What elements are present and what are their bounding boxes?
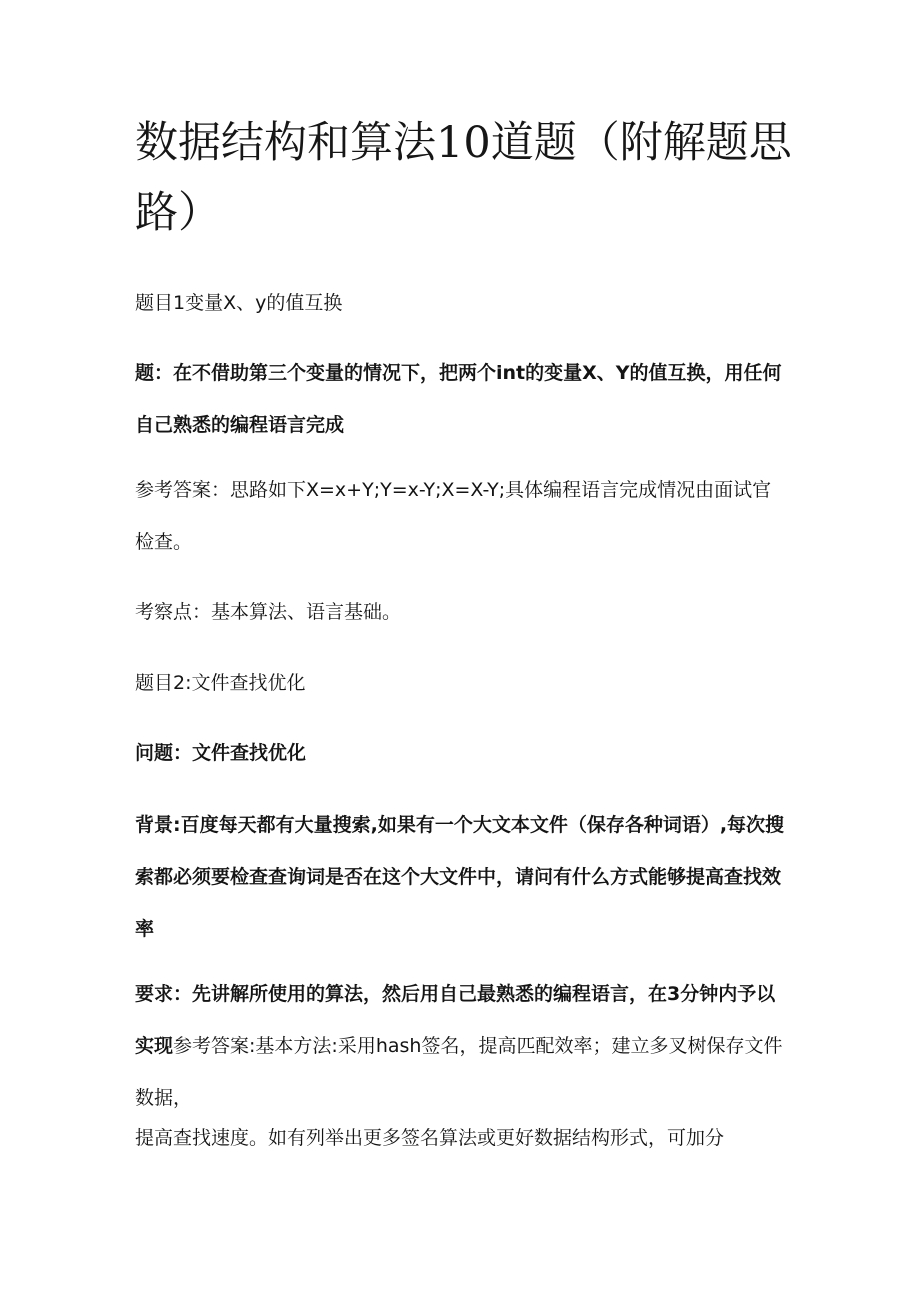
q1-heading: 题目1变量X、y的值互换: [135, 292, 343, 314]
document-title: 数据结构和算法10道题（附解题思路）: [135, 118, 792, 238]
q1-question: 题：在不借助第三个变量的情况下，把两个int的变量X、Y的值互换，用任何自己熟悉的编程语言完成: [135, 362, 782, 436]
q2-heading: 题目2:文件查找优化: [135, 672, 306, 694]
q2-requirement-answer: 参考答案:基本方法:采用hash签名，提高匹配效率；建立多叉树保存文件数据，: [135, 1035, 783, 1109]
q1-answer: 参考答案：思路如下X=x+Y;Y=x-Y;X=X-Y;具体编程语言完成情况由面试官检查。: [135, 479, 772, 553]
q2-requirement-label: 要求：先讲解所使用的算法，然后用自己最熟悉的编程语言，在3分钟内予以实现: [135, 983, 776, 1057]
q2-extra: 提高查找速度。如有列举出更多签名算法或更好数据结构形式，可加分: [135, 1127, 725, 1149]
q1-points: 考察点：基本算法、语言基础。: [135, 601, 402, 623]
q2-requirement: [135, 968, 790, 1124]
q2-background: 背景:百度每天都有大量搜索,如果有一个大文本文件（保存各种词语）,每次搜索都必须要检查查询词是否在这个大文件中，请问有什么方式能够提高查找效率: [135, 814, 785, 940]
q2-question: 问题：文件查找优化: [135, 742, 307, 764]
